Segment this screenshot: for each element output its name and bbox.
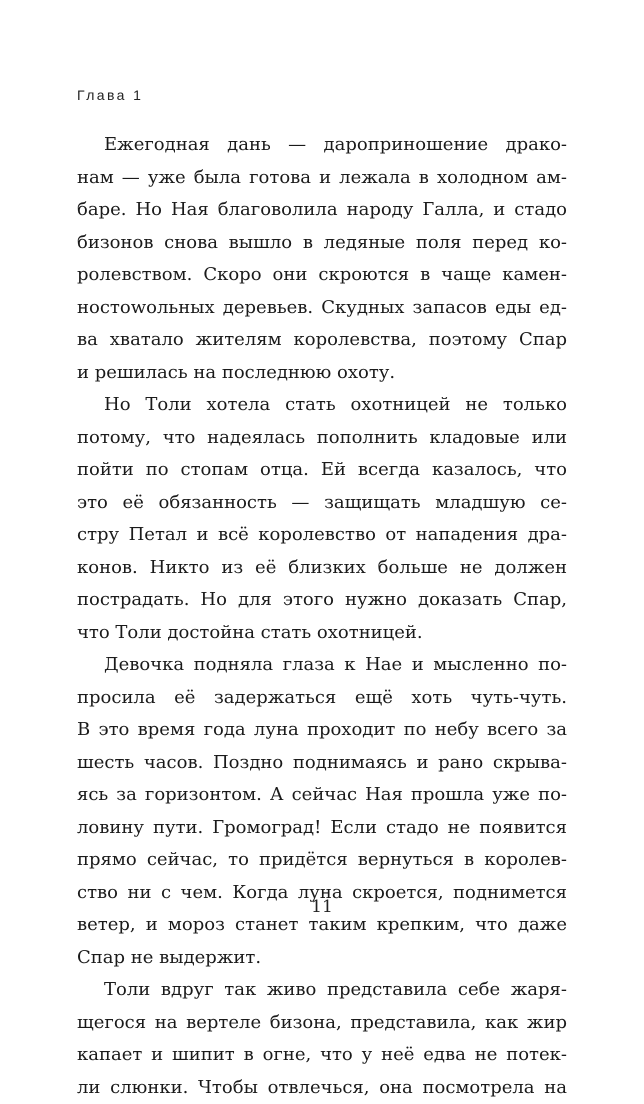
text-line: щегося на вертеле бизона, представила, как жир bbox=[77, 1007, 567, 1040]
text-line: стру Петал и всё королевство от нападения дра- bbox=[77, 519, 567, 552]
text-line: ва хватало жителям королевства, поэтому Спар bbox=[77, 324, 567, 357]
text-line: и решилась на последнюю охоту. bbox=[77, 357, 567, 390]
text-line: баре. Но Ная благоволила народу Галла, и стадо bbox=[77, 194, 567, 227]
text-line: капает и шипит в огне, что у неё едва не потек- bbox=[77, 1039, 567, 1072]
text-line: Девочка подняла глаза к Нае и мысленно по- bbox=[77, 649, 567, 682]
text-line: ролевством. Скоро они скроются в чаще камен- bbox=[77, 259, 567, 292]
text-line: конов. Никто из её близких больше не должен bbox=[77, 552, 567, 585]
chapter-label: Глава bbox=[77, 87, 127, 103]
page-number: 11 bbox=[0, 897, 644, 917]
text-line: В это время года луна проходит по небу всего за bbox=[77, 714, 567, 747]
text-line: ли слюнки. Чтобы отвлечься, она посмотрела на bbox=[77, 1072, 567, 1104]
text-line: бизонов снова вышло в ледяные поля перед ко- bbox=[77, 227, 567, 260]
running-head bbox=[77, 87, 143, 103]
text-line: ство ни с чем. Когда луна скроется, поднимется bbox=[77, 877, 567, 910]
text-line: ветер, и мороз станет таким крепким, что даже bbox=[77, 909, 567, 942]
text-line: потому, что надеялась пополнить кладовые или bbox=[77, 422, 567, 455]
text-line: Толи вдруг так живо представила себе жаря- bbox=[77, 974, 567, 1007]
text-line: ясь за горизонтом. А сейчас Ная прошла уже по- bbox=[77, 779, 567, 812]
text-line: пойти по стопам отца. Ей всегда казалось, что bbox=[77, 454, 567, 487]
text-line: Но Толи хотела стать охотницей не только bbox=[77, 389, 567, 422]
text-line: это её обязанность — защищать младшую се- bbox=[77, 487, 567, 520]
text-line: просила её задержаться ещё хоть чуть-чуть. bbox=[77, 682, 567, 715]
text-line: Ежегодная дань — дароприношение драко- bbox=[77, 129, 567, 162]
text-line: что Толи достойна стать охотницей. bbox=[77, 617, 567, 650]
text-line: ловину пути. Громоград! Если стадо не появится bbox=[77, 812, 567, 845]
text-line: ностowольных деревьев. Скудных запасов еды ед- bbox=[77, 292, 567, 325]
text-line: пострадать. Но для этого нужно доказать Спар, bbox=[77, 584, 567, 617]
body-text bbox=[77, 129, 567, 1104]
text-line: нам — уже была готова и лежала в холодном ам- bbox=[77, 162, 567, 195]
text-line: шесть часов. Поздно поднимаясь и рано скрыва- bbox=[77, 747, 567, 780]
text-line: прямо сейчас, то придётся вернуться в королев- bbox=[77, 844, 567, 877]
text-line: Спар не выдержит. bbox=[77, 942, 567, 975]
chapter-number: 1 bbox=[133, 87, 143, 103]
